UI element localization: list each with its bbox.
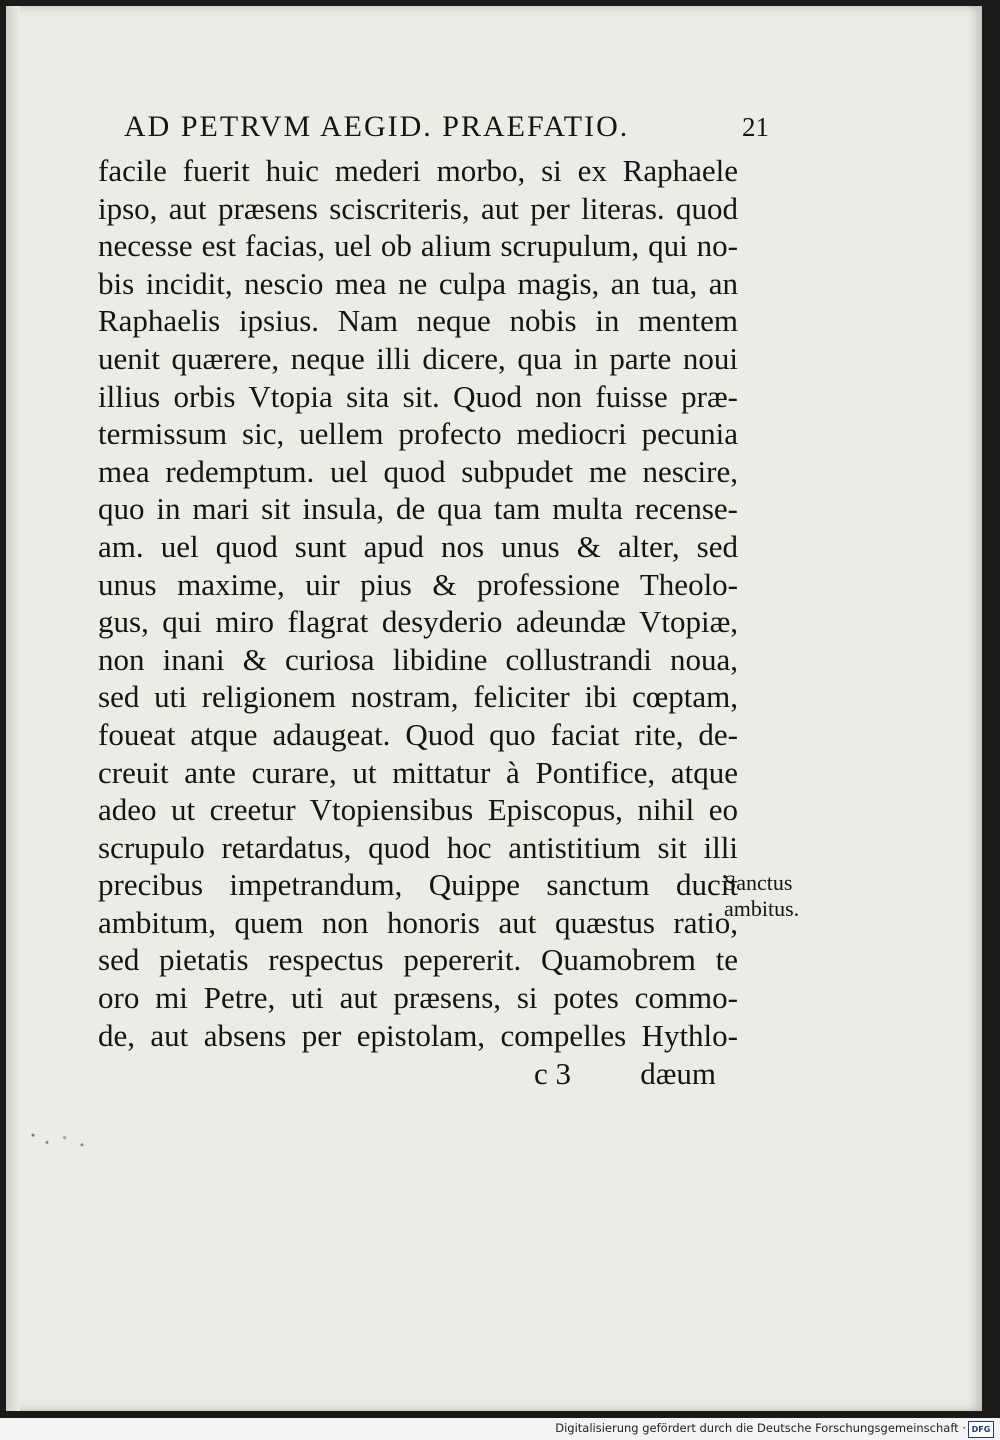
text-line: bis incidit, nescio mea ne culpa magis, an tua, an	[98, 265, 738, 301]
text-line: de, aut absens per epistolam, compelles Hythlo-	[98, 1017, 738, 1053]
paper-specks	[26, 1128, 96, 1152]
text-line: sed uti religionem nostram, feliciter ibi cœptam,	[98, 679, 738, 715]
marginal-note	[724, 870, 799, 922]
text-line: quo in mari sit insula, de qua tam multa recense-	[98, 491, 738, 527]
marginal-note-line: Sanctus	[724, 870, 793, 895]
text-line: scrupulo retardatus, quod hoc antistitium sit illi	[98, 829, 738, 865]
text-line: Raphaelis ipsius. Nam neque nobis in mentem	[98, 303, 738, 339]
text-line: facile fuerit huic mederi morbo, si ex Raphaele	[98, 153, 738, 188]
folio-number: 21	[742, 112, 769, 142]
text-line: gus, qui miro flagrat desyderio adeundæ Vtopiæ,	[98, 604, 738, 640]
dfg-logo: DFG	[968, 1421, 994, 1438]
text-line: adeo ut creetur Vtopiensibus Episcopus, nihil eo	[98, 792, 738, 828]
text-line: unus maxime, uir pius & professione Theolo-	[98, 566, 738, 602]
text-line: creuit ante curare, ut mittatur à Pontifice, atque	[98, 754, 738, 790]
text-line: precibus impetrandum, Quippe sanctum ducit	[98, 867, 738, 903]
book-page	[6, 6, 982, 1411]
text-line: necesse est facias, uel ob alium scrupulum, qui no-	[98, 228, 738, 264]
text-line: oro mi Petre, uti aut præsens, si potes commo-	[98, 980, 738, 1016]
catchword: dæum	[640, 1056, 716, 1091]
text-line: uenit quærere, neque illi dicere, qua in parte noui	[98, 340, 738, 376]
marginal-note-line: ambitus.	[724, 896, 800, 921]
text-line: non inani & curiosa libidine collustrandi noua,	[98, 641, 738, 677]
text-line: ipso, aut præsens sciscriteris, aut per literas. quod	[98, 190, 738, 226]
body-text	[98, 152, 738, 1054]
text-line: mea redemptum. uel quod subpudet me nescire,	[98, 453, 738, 489]
page-gutter-shadow	[6, 6, 20, 1411]
text-line: foueat atque adaugeat. Quod quo faciat rite, de-	[98, 716, 738, 752]
text-line: am. uel quod sunt apud nos unus & alter, sed	[98, 528, 738, 564]
running-head: AD PETRVM AEGID. PRAEFATIO.	[124, 110, 630, 143]
text-line: sed pietatis respectus pepererit. Quamobrem te	[98, 942, 738, 978]
text-line: termissum sic, uellem profecto mediocri pecunia	[98, 416, 738, 452]
funding-credit: Digitalisierung gefördert durch die Deutsche Forschungsgemeinschaft ·	[555, 1421, 966, 1435]
text-line: illius orbis Vtopia sita sit. Quod non fuisse præ-	[98, 378, 738, 414]
page-foot	[534, 1056, 716, 1092]
signature-mark: c 3	[534, 1056, 572, 1091]
text-line: ambitum, quem non honoris aut quæstus ratio,	[98, 904, 738, 940]
